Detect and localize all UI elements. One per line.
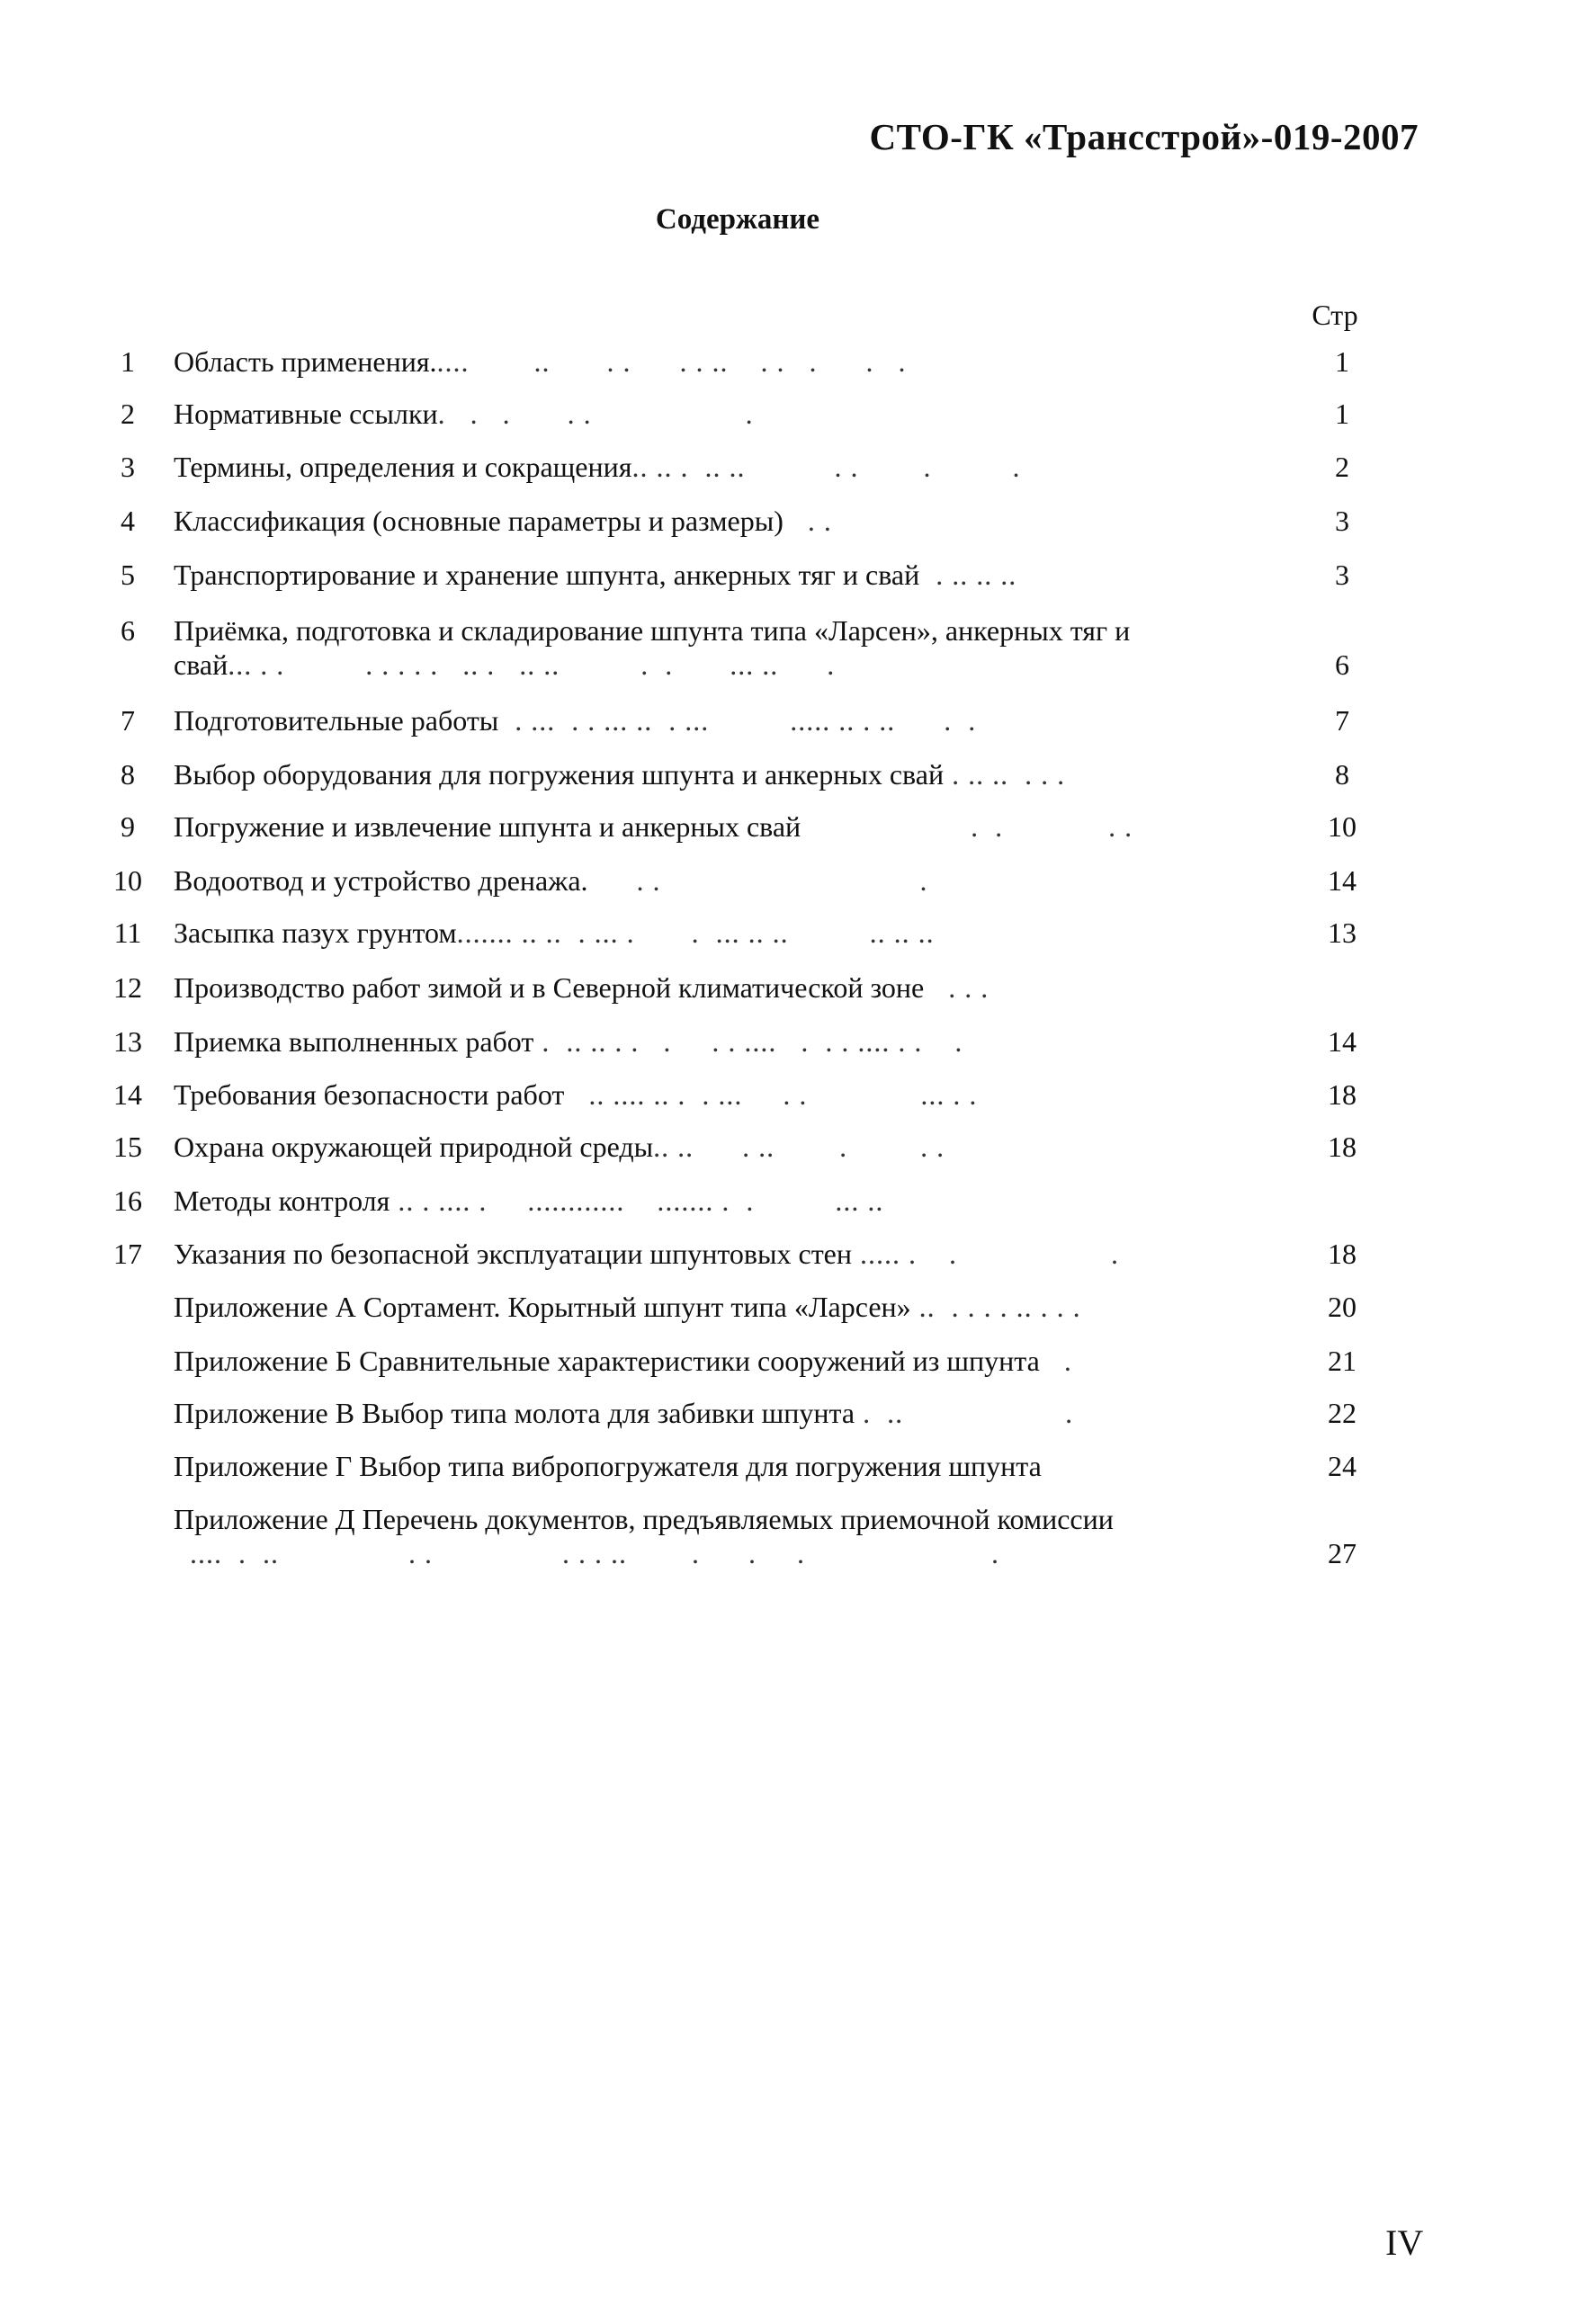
toc-row-number: 7 — [121, 704, 135, 737]
toc-row-page: 13 — [1328, 916, 1357, 949]
toc-row-page: 21 — [1328, 1345, 1357, 1377]
toc-row-number: 2 — [121, 398, 135, 430]
toc-row-leader-dots: . . . — [924, 971, 990, 1004]
toc-row-title — [174, 1344, 1262, 1378]
toc-row-leader-dots: ..... . . . — [852, 1238, 1119, 1270]
toc-row-title-text: Требования безопасности работ — [174, 1078, 565, 1111]
toc-row-title-line2: свай — [174, 648, 228, 681]
toc-row-title-text: Указания по безопасной эксплуатации шпунтовых стен — [174, 1238, 852, 1270]
toc-row-title-text: Приложение В Выбор типа молота для забивки шпунта — [174, 1397, 855, 1429]
toc-row-leader-dots: . .. .. . . . — [944, 758, 1066, 791]
toc-row-leader-dots: .... .. . . . . .. . . . . . — [436, 345, 907, 378]
toc-row-title — [174, 757, 1262, 791]
toc-row-title-text: Погружение и извлечение шпунта и анкерных свай — [174, 810, 801, 843]
toc-row-title-text: Выбор оборудования для погружения шпунта и анкерных свай — [174, 758, 945, 791]
toc-row-page: 7 — [1335, 704, 1349, 737]
toc-row-number: 14 — [113, 1078, 142, 1111]
toc-row-number: 9 — [121, 810, 135, 843]
toc-row-number: 5 — [121, 559, 135, 591]
toc-row-title — [174, 344, 1262, 379]
toc-row-leader-dots: . . . — [587, 864, 928, 897]
toc-row-leader-dots: .. . .... . ............ ....... . . ... .. — [390, 1184, 884, 1217]
toc-row-number: 17 — [113, 1238, 142, 1270]
toc-row-title — [174, 1290, 1262, 1324]
toc-row-number: 3 — [121, 451, 135, 483]
toc-row-number: 4 — [121, 505, 135, 537]
toc-row-title-text: Приложение Д Перечень документов, предъявляемых приемочной комиссии — [174, 1503, 1114, 1535]
toc-row-title-text: Приложение Б Сравнительные характеристики сооружений из шпунта — [174, 1345, 1040, 1377]
toc-row-page: 22 — [1328, 1397, 1357, 1429]
toc-row-number: 13 — [113, 1025, 142, 1058]
toc-row-leader-dots: .. .. . .. . . . — [653, 1131, 945, 1163]
toc-row-leader-dots: . . . . . . — [437, 398, 754, 430]
toc-row-title — [174, 916, 1262, 950]
toc-row-title — [174, 1077, 1262, 1112]
toc-row-page: 3 — [1335, 559, 1349, 591]
document-code: СТО-ГК «Трансстрой»-019-2007 — [869, 116, 1419, 157]
toc-row-page: 6 — [1335, 648, 1349, 681]
toc-row-page: 18 — [1328, 1238, 1357, 1270]
toc-row-title-text: Транспортирование и хранение шпунта, анкерных тяг и свай — [174, 559, 920, 591]
toc-row-leader-dots: . .. .. .. — [919, 559, 1017, 591]
toc-row-title — [174, 1184, 1262, 1218]
toc-row-leader-dots: ... . . . . . . . .. . .. .. . . ... .. . — [228, 648, 836, 681]
toc-row-title — [174, 1449, 1262, 1483]
toc-row-leader-dots: . .. .. . . . . . .... . . . .... . . . — [533, 1025, 963, 1058]
toc-row-leader-dots: . . — [783, 505, 832, 537]
toc-row-title — [174, 703, 1262, 737]
toc-row-title-text: Методы контроля — [174, 1184, 390, 1217]
toc-row-title-text: Приемка выполненных работ — [174, 1025, 534, 1058]
toc-row-number: 10 — [113, 864, 142, 897]
toc-row-title-text: Засыпка пазух грунтом — [174, 916, 457, 949]
toc-row-title-text: Приложение Г Выбор типа вибропогружателя для погружения шпунта — [174, 1450, 1042, 1482]
toc-row-page: 27 — [1328, 1537, 1357, 1569]
toc-row-page: 14 — [1328, 1025, 1357, 1058]
toc-row-leader-dots: .... . .. . . . . . .. . . . . — [174, 1537, 999, 1569]
toc-row-number: 12 — [113, 971, 142, 1004]
toc-row-title — [174, 863, 1262, 898]
toc-row-page: 8 — [1335, 758, 1349, 791]
toc-row-title-text: Нормативные ссылки — [174, 398, 438, 430]
toc-row-title-text: Охрана окружающей природной среды — [174, 1131, 654, 1163]
toc-row-title-text: Приложение А Сортамент. Корытный шпунт типа «Ларсен» — [174, 1291, 911, 1323]
toc-row-page: 24 — [1328, 1450, 1357, 1482]
toc-row-title — [174, 1396, 1262, 1430]
toc-row-page: 14 — [1328, 864, 1357, 897]
toc-row-page: 20 — [1328, 1291, 1357, 1323]
toc-row-title — [174, 450, 1262, 484]
page-number: IV — [1385, 2222, 1424, 2263]
toc-row-leader-dots: . ... . . ... .. . ... ..... .. . .. . . — [498, 704, 977, 737]
toc-row-number: 1 — [121, 345, 135, 378]
toc-row-title — [174, 1024, 1262, 1059]
toc-row-title — [174, 558, 1262, 592]
toc-row-title — [174, 1130, 1262, 1164]
toc-row-page: 10 — [1328, 810, 1357, 843]
toc-row-title-text: Производство работ зимой и в Северной климатической зоне — [174, 971, 925, 1004]
toc-row-title — [174, 809, 1262, 844]
toc-row-title — [174, 970, 1262, 1005]
toc-row-number: 15 — [113, 1131, 142, 1163]
toc-row-page: 3 — [1335, 505, 1349, 537]
toc-row-page: 1 — [1335, 398, 1349, 430]
toc-row-title-text: Приёмка, подготовка и складирование шпунта типа «Ларсен», анкерных тяг и — [174, 614, 1131, 647]
toc-row-page: 1 — [1335, 345, 1349, 378]
toc-row-page: 2 — [1335, 451, 1349, 483]
toc-row-title-text: Область применения. — [174, 345, 437, 378]
toc-row-title — [174, 1237, 1262, 1271]
toc-row-leader-dots: .. .. . .. .. . . . . — [631, 451, 1021, 483]
toc-row-leader-dots: .. . . . . .. . . . — [910, 1291, 1081, 1323]
toc-row-leader-dots: . .. . — [855, 1397, 1074, 1429]
toc-row-title-text: Подготовительные работы — [174, 704, 499, 737]
toc-row-page: 18 — [1328, 1131, 1357, 1163]
toc-row-title — [174, 1502, 1262, 1570]
toc-row-title-text: Водоотвод и устройство дренажа. — [174, 864, 588, 897]
toc-row-title — [174, 504, 1262, 538]
toc-row-number: 8 — [121, 758, 135, 791]
toc-row-leader-dots: . . . . — [801, 810, 1133, 843]
toc-row-title — [174, 397, 1262, 431]
toc-row-page: 18 — [1328, 1078, 1357, 1111]
toc-row-number: 6 — [121, 614, 135, 647]
toc-title: Содержание — [655, 203, 820, 236]
page-column-header: Стр — [1312, 299, 1358, 331]
toc-row-title-text: Классификация (основные параметры и размеры) — [174, 505, 784, 537]
toc-row-title-text: Термины, определения и сокращения — [174, 451, 632, 483]
toc-row-leader-dots: ....... .. .. . ... . . ... .. .. .. .. .. — [456, 916, 935, 949]
toc-row-leader-dots: . — [1039, 1345, 1072, 1377]
toc-row-leader-dots: .. .... .. . . ... . . ... . . — [564, 1078, 978, 1111]
toc-row-title — [174, 613, 1262, 682]
toc-row-number: 16 — [113, 1184, 142, 1217]
toc-row-number: 11 — [113, 916, 142, 949]
